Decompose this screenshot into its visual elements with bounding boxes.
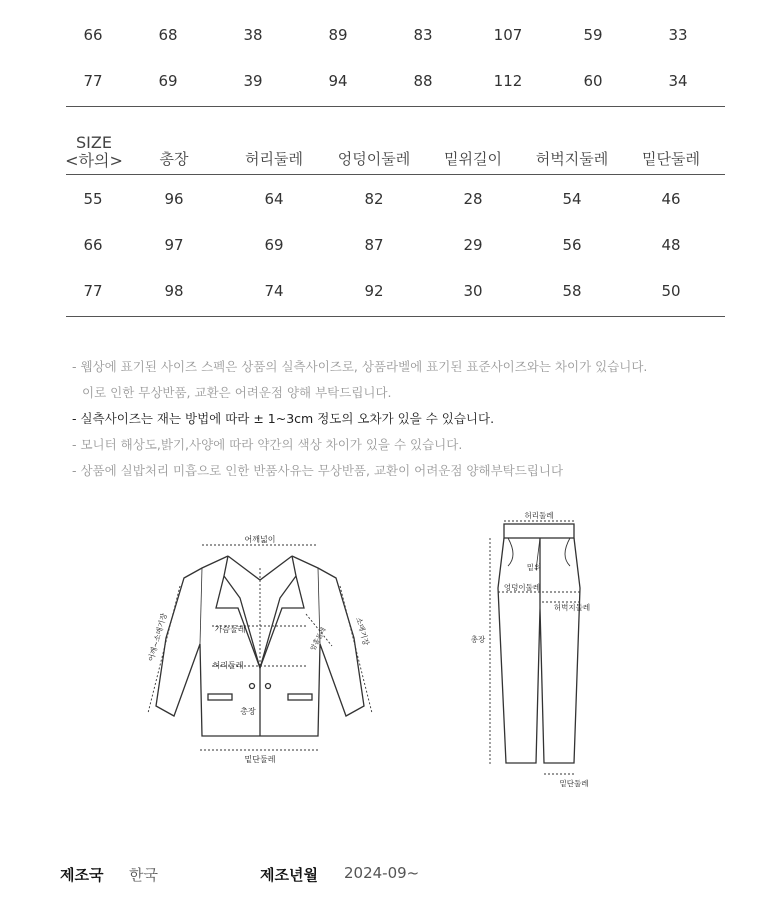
table-divider [66, 106, 725, 107]
table-cell: 55 [83, 190, 103, 208]
table-cell: 30 [463, 282, 483, 300]
note-item: 이로 인한 무상반품, 교환은 어려운점 양해 부탁드립니다. [82, 385, 392, 400]
table-cell: 66 [83, 236, 103, 254]
jacket-label-armhole: 암홀둘레 [308, 626, 328, 653]
table-cell: 89 [328, 26, 348, 44]
header-hem: 밑단둘레 [642, 150, 700, 168]
table-cell: 39 [243, 72, 263, 90]
table-divider [66, 174, 725, 175]
table-cell: 28 [463, 190, 483, 208]
table-cell: 60 [583, 72, 603, 90]
footer-info [0, 864, 780, 888]
table-cell: 66 [83, 26, 103, 44]
pants-label-thigh: 허벅지둘레 [553, 603, 591, 612]
notes-list [72, 356, 647, 486]
header-rise: 밑위길이 [444, 150, 502, 168]
origin-label: 제조국 [60, 866, 104, 884]
note-item: - 상품에 실밥처리 미흡으로 인한 반품사유는 무상반품, 교환이 어려운점 양해부탁드립니다 [72, 463, 564, 478]
table-cell: 46 [661, 190, 681, 208]
size-header-sub: <하의> [65, 151, 123, 170]
table-cell: 38 [243, 26, 263, 44]
jacket-label-waist: 허리둘레 [212, 661, 244, 670]
table-cell: 59 [583, 26, 603, 44]
header-length: 총장 [159, 150, 189, 168]
bottom-table-row [0, 187, 780, 211]
table-cell: 77 [83, 282, 103, 300]
jacket-label-hem: 밑단둘레 [244, 755, 276, 764]
table-cell: 92 [364, 282, 384, 300]
table-cell: 48 [661, 236, 681, 254]
table-cell: 33 [668, 26, 688, 44]
origin-value: 한국 [129, 866, 158, 884]
table-cell: 82 [364, 190, 384, 208]
table-cell: 29 [463, 236, 483, 254]
table-cell: 64 [264, 190, 284, 208]
table-cell: 94 [328, 72, 348, 90]
table-cell: 98 [164, 282, 184, 300]
manufacture-date-value: 2024-09~ [344, 864, 420, 882]
pants-diagram [466, 508, 606, 793]
header-thigh: 허벅지둘레 [535, 150, 609, 168]
table-cell: 74 [264, 282, 284, 300]
table-cell: 34 [668, 72, 688, 90]
table-cell: 83 [413, 26, 433, 44]
table-cell: 56 [562, 236, 582, 254]
table-cell: 69 [158, 72, 178, 90]
table-cell: 69 [264, 236, 284, 254]
jacket-diagram [140, 528, 380, 773]
size-header [65, 134, 123, 170]
table-cell: 68 [158, 26, 178, 44]
jacket-label-sleeve-right: 소매기장 [354, 616, 371, 647]
table-cell: 112 [493, 72, 523, 90]
pants-label-length: 총장 [470, 635, 486, 644]
jacket-label-length: 총장 [240, 707, 256, 716]
top-table-row [0, 23, 780, 47]
table-cell: 77 [83, 72, 103, 90]
note-item: - 모니터 해상도,밝기,사양에 따라 약간의 색상 차이가 있을 수 있습니다. [72, 437, 463, 452]
table-cell: 88 [413, 72, 433, 90]
header-waist: 허리둘레 [245, 150, 303, 168]
size-header-label: SIZE [76, 133, 112, 152]
manufacture-date-label: 제조년월 [260, 866, 318, 884]
bottom-table-header [0, 132, 780, 172]
pants-label-hem: 밑단둘레 [559, 779, 589, 788]
table-cell: 107 [493, 26, 523, 44]
table-divider [66, 316, 725, 317]
bottom-table-row [0, 233, 780, 257]
jacket-label-sleeve-left: 어깨~소매기장 [146, 612, 169, 663]
table-cell: 96 [164, 190, 184, 208]
bottom-table-row [0, 279, 780, 303]
table-cell: 87 [364, 236, 384, 254]
top-table-row [0, 69, 780, 93]
table-cell: 54 [562, 190, 582, 208]
pants-label-waist: 허리둘레 [524, 511, 554, 520]
table-cell: 50 [661, 282, 681, 300]
note-item: - 웹상에 표기된 사이즈 스펙은 상품의 실측사이즈로, 상품라벨에 표기된 표준사이즈와는 차이가 있습니다. [72, 359, 648, 374]
pants-label-hip: 엉덩이둘레 [503, 583, 541, 592]
jacket-label-shoulder: 어깨넓이 [244, 535, 276, 544]
pants-label-rise: 밑위 [526, 563, 542, 572]
note-item: - 실측사이즈는 재는 방법에 따라 ± 1~3cm 정도의 오차가 있을 수 있습니다. [72, 411, 495, 426]
table-cell: 97 [164, 236, 184, 254]
header-hip: 엉덩이둘레 [337, 150, 411, 168]
table-cell: 58 [562, 282, 582, 300]
jacket-label-chest: 가슴둘레 [214, 625, 246, 634]
